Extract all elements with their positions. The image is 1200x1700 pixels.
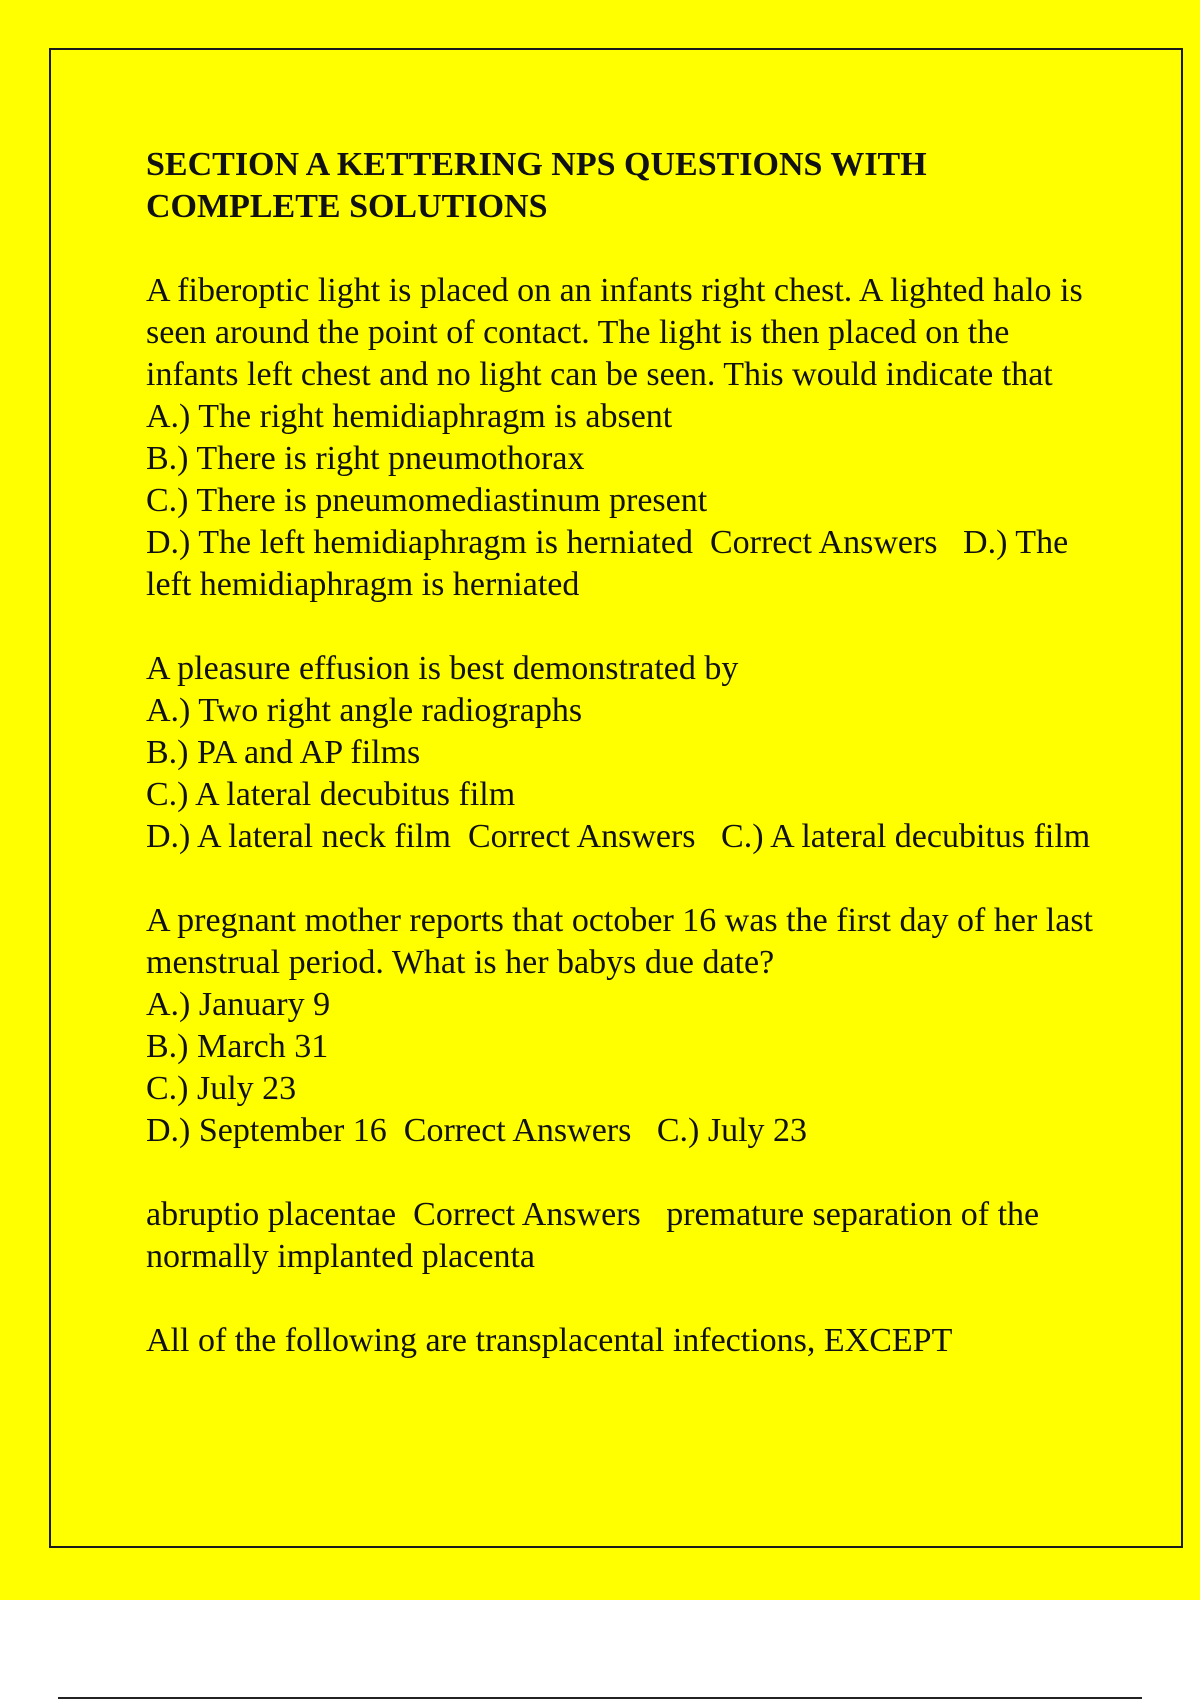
option-a: A.) January 9	[146, 986, 331, 1023]
option-d: D.) September 16	[146, 1112, 387, 1149]
option-a: A.) Two right angle radiographs	[146, 692, 583, 729]
correct-answers-label: Correct Answers	[467, 818, 696, 855]
question-block-4	[146, 1194, 1096, 1278]
option-c: C.) There is pneumomediastinum present	[146, 482, 708, 519]
option-d: D.) The left hemidiaphragm is herniated	[146, 524, 693, 561]
question-prompt: All of the following are transplacental infections, EXCEPT	[146, 1322, 953, 1359]
option-d: D.) A lateral neck film	[146, 818, 451, 855]
question-prompt: abruptio placentae	[146, 1196, 397, 1233]
footer-divider	[58, 1697, 1142, 1699]
correct-answer-text: C.) July 23	[656, 1112, 808, 1149]
question-block-3	[146, 900, 1096, 1152]
option-c: C.) A lateral decubitus film	[146, 776, 516, 813]
question-block-5	[146, 1320, 1096, 1362]
question-prompt: A pregnant mother reports that october 16 was the first day of her last menstrual period. What is her babys due date?	[146, 902, 1094, 981]
correct-answers-label: Correct Answers	[709, 524, 938, 561]
question-prompt: A pleasure effusion is best demonstrated by	[146, 650, 739, 687]
correct-answer-text: premature separation of the normally implanted placenta	[146, 1196, 1040, 1275]
question-block-1	[146, 270, 1096, 606]
correct-answer-text: C.) A lateral decubitus film	[721, 818, 1091, 855]
option-b: B.) March 31	[146, 1028, 329, 1065]
document-content	[146, 144, 1096, 1404]
option-c: C.) July 23	[146, 1070, 297, 1107]
option-b: B.) There is right pneumothorax	[146, 440, 585, 477]
correct-answers-label: Correct Answers	[413, 1196, 641, 1233]
document-title: SECTION A KETTERING NPS QUESTIONS WITH COMPLETE SOLUTIONS	[146, 146, 927, 225]
option-b: B.) PA and AP films	[146, 734, 421, 771]
question-block-2	[146, 648, 1096, 858]
correct-answer-text: D.) The left hemidiaphragm is herniated	[146, 524, 1069, 603]
option-a: A.) The right hemidiaphragm is absent	[146, 398, 673, 435]
question-prompt: A fiberoptic light is placed on an infants right chest. A lighted halo is seen around the point of contact. The light is then placed on the infants left chest and no light can be seen. This would indicate that	[146, 272, 1083, 393]
correct-answers-label: Correct Answers	[403, 1112, 632, 1149]
